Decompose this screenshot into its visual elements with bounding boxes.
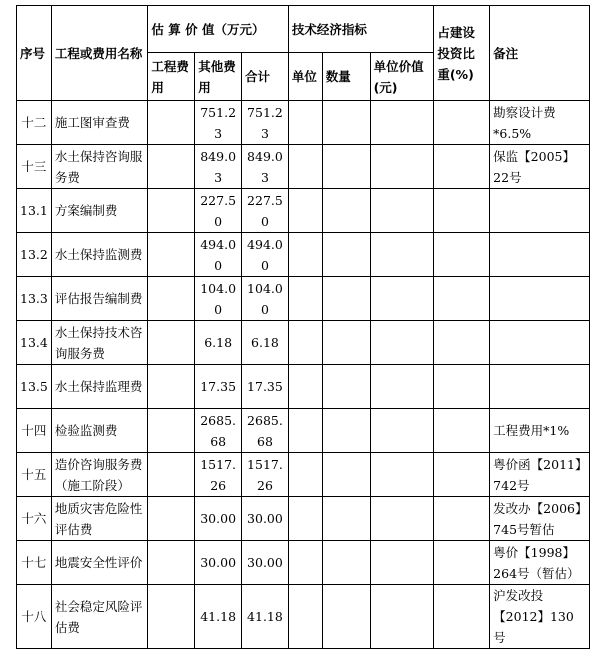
investment-ratio xyxy=(434,233,490,277)
other-fee: 227.50 xyxy=(195,189,242,233)
header-eng-fee: 工程费用 xyxy=(148,53,195,101)
header-ratio: 占建设投资比重(%) xyxy=(434,6,490,101)
tech-unit-price xyxy=(370,453,434,497)
total-value: 494.00 xyxy=(242,233,289,277)
tech-unit xyxy=(288,277,322,321)
header-estimate: 估 算 价 值（万元） xyxy=(148,6,288,53)
remark: 粤价函【2011】742号 xyxy=(490,453,590,497)
tech-unit-price xyxy=(370,321,434,365)
tech-unit-price xyxy=(370,101,434,145)
engineering-fee xyxy=(148,497,195,541)
table-row xyxy=(17,189,590,233)
tech-unit xyxy=(288,453,322,497)
investment-ratio xyxy=(434,497,490,541)
header-qty: 数量 xyxy=(322,53,370,101)
other-fee: 104.00 xyxy=(195,277,242,321)
tech-unit xyxy=(288,145,322,189)
tech-unit xyxy=(288,585,322,649)
row-index: 十六 xyxy=(17,497,52,541)
item-name: 造价咨询服务费（施工阶段） xyxy=(51,453,148,497)
table-row xyxy=(17,409,590,453)
item-name: 施工图审查费 xyxy=(51,101,148,145)
item-name: 社会稳定风险评估费 xyxy=(51,585,148,649)
table-row xyxy=(17,497,590,541)
row-index: 13.5 xyxy=(17,365,52,409)
engineering-fee xyxy=(148,145,195,189)
row-index: 十三 xyxy=(17,145,52,189)
tech-unit xyxy=(288,321,322,365)
total-value: 2685.68 xyxy=(242,409,289,453)
other-fee: 41.18 xyxy=(195,585,242,649)
tech-unit-price xyxy=(370,145,434,189)
remark xyxy=(490,277,590,321)
header-other-fee: 其他费用 xyxy=(195,53,242,101)
table-row xyxy=(17,585,590,649)
table-row xyxy=(17,541,590,585)
header-unit-price: 单位价值(元) xyxy=(370,53,434,101)
engineering-fee xyxy=(148,365,195,409)
total-value: 1517.26 xyxy=(242,453,289,497)
investment-ratio xyxy=(434,585,490,649)
investment-ratio xyxy=(434,145,490,189)
table-row xyxy=(17,101,590,145)
header-total: 合计 xyxy=(242,53,289,101)
tech-quantity xyxy=(322,453,370,497)
remark: 沪发改投【2012】130号 xyxy=(490,585,590,649)
other-fee: 494.00 xyxy=(195,233,242,277)
row-index: 十二 xyxy=(17,101,52,145)
investment-ratio xyxy=(434,365,490,409)
tech-unit-price xyxy=(370,233,434,277)
tech-unit-price xyxy=(370,277,434,321)
other-fee: 30.00 xyxy=(195,497,242,541)
item-name: 水土保持监测费 xyxy=(51,233,148,277)
other-fee: 1517.26 xyxy=(195,453,242,497)
tech-unit-price xyxy=(370,497,434,541)
total-value: 41.18 xyxy=(242,585,289,649)
other-fee: 6.18 xyxy=(195,321,242,365)
tech-quantity xyxy=(322,233,370,277)
other-fee: 30.00 xyxy=(195,541,242,585)
tech-unit xyxy=(288,497,322,541)
investment-ratio xyxy=(434,101,490,145)
tech-quantity xyxy=(322,189,370,233)
header-seq: 序号 xyxy=(17,6,52,101)
table-row xyxy=(17,453,590,497)
other-fee: 849.03 xyxy=(195,145,242,189)
row-index: 13.4 xyxy=(17,321,52,365)
row-index: 十八 xyxy=(17,585,52,649)
investment-ratio xyxy=(434,409,490,453)
total-value: 6.18 xyxy=(242,321,289,365)
remark: 工程费用*1% xyxy=(490,409,590,453)
tech-unit xyxy=(288,541,322,585)
other-fee: 2685.68 xyxy=(195,409,242,453)
tech-unit-price xyxy=(370,409,434,453)
row-index: 十四 xyxy=(17,409,52,453)
table-body xyxy=(17,101,590,649)
table-row xyxy=(17,277,590,321)
table-row xyxy=(17,321,590,365)
row-index: 13.1 xyxy=(17,189,52,233)
total-value: 30.00 xyxy=(242,497,289,541)
cost-estimate-table xyxy=(16,5,590,649)
total-value: 104.00 xyxy=(242,277,289,321)
tech-quantity xyxy=(322,541,370,585)
engineering-fee xyxy=(148,189,195,233)
total-value: 30.00 xyxy=(242,541,289,585)
investment-ratio xyxy=(434,541,490,585)
tech-unit xyxy=(288,233,322,277)
tech-unit-price xyxy=(370,585,434,649)
item-name: 检验监测费 xyxy=(51,409,148,453)
item-name: 方案编制费 xyxy=(51,189,148,233)
engineering-fee xyxy=(148,453,195,497)
other-fee: 17.35 xyxy=(195,365,242,409)
engineering-fee xyxy=(148,585,195,649)
engineering-fee xyxy=(148,541,195,585)
item-name: 评估报告编制费 xyxy=(51,277,148,321)
tech-quantity xyxy=(322,145,370,189)
cost-estimate-sheet xyxy=(16,5,590,649)
tech-quantity xyxy=(322,277,370,321)
tech-unit xyxy=(288,101,322,145)
row-index: 13.3 xyxy=(17,277,52,321)
tech-quantity xyxy=(322,101,370,145)
row-index: 十五 xyxy=(17,453,52,497)
investment-ratio xyxy=(434,453,490,497)
remark: 粤价【1998】264号（暂估） xyxy=(490,541,590,585)
remark xyxy=(490,321,590,365)
remark xyxy=(490,233,590,277)
investment-ratio xyxy=(434,277,490,321)
tech-quantity xyxy=(322,321,370,365)
tech-unit xyxy=(288,365,322,409)
tech-unit xyxy=(288,189,322,233)
item-name: 地质灾害危险性评估费 xyxy=(51,497,148,541)
investment-ratio xyxy=(434,321,490,365)
remark: 发改办【2006】745号暂估 xyxy=(490,497,590,541)
remark: 勘察设计费*6.5% xyxy=(490,101,590,145)
table-row xyxy=(17,365,590,409)
header-remark: 备注 xyxy=(490,6,590,101)
engineering-fee xyxy=(148,321,195,365)
tech-unit-price xyxy=(370,189,434,233)
total-value: 17.35 xyxy=(242,365,289,409)
row-index: 13.2 xyxy=(17,233,52,277)
total-value: 227.50 xyxy=(242,189,289,233)
tech-quantity xyxy=(322,365,370,409)
tech-unit xyxy=(288,409,322,453)
engineering-fee xyxy=(148,277,195,321)
row-index: 十七 xyxy=(17,541,52,585)
item-name: 水土保持技术咨询服务费 xyxy=(51,321,148,365)
remark: 保监【2005】22号 xyxy=(490,145,590,189)
table-row xyxy=(17,145,590,189)
engineering-fee xyxy=(148,101,195,145)
tech-quantity xyxy=(322,497,370,541)
item-name: 水土保持咨询服务费 xyxy=(51,145,148,189)
remark xyxy=(490,189,590,233)
tech-unit-price xyxy=(370,541,434,585)
tech-unit-price xyxy=(370,365,434,409)
item-name: 地震安全性评价 xyxy=(51,541,148,585)
header-tech: 技术经济指标 xyxy=(288,6,433,53)
item-name: 水土保持监理费 xyxy=(51,365,148,409)
total-value: 751.23 xyxy=(242,101,289,145)
investment-ratio xyxy=(434,189,490,233)
table-row xyxy=(17,233,590,277)
engineering-fee xyxy=(148,409,195,453)
other-fee: 751.23 xyxy=(195,101,242,145)
tech-quantity xyxy=(322,409,370,453)
total-value: 849.03 xyxy=(242,145,289,189)
header-unit: 单位 xyxy=(288,53,322,101)
engineering-fee xyxy=(148,233,195,277)
tech-quantity xyxy=(322,585,370,649)
remark xyxy=(490,365,590,409)
header-name: 工程或费用名称 xyxy=(51,6,148,101)
